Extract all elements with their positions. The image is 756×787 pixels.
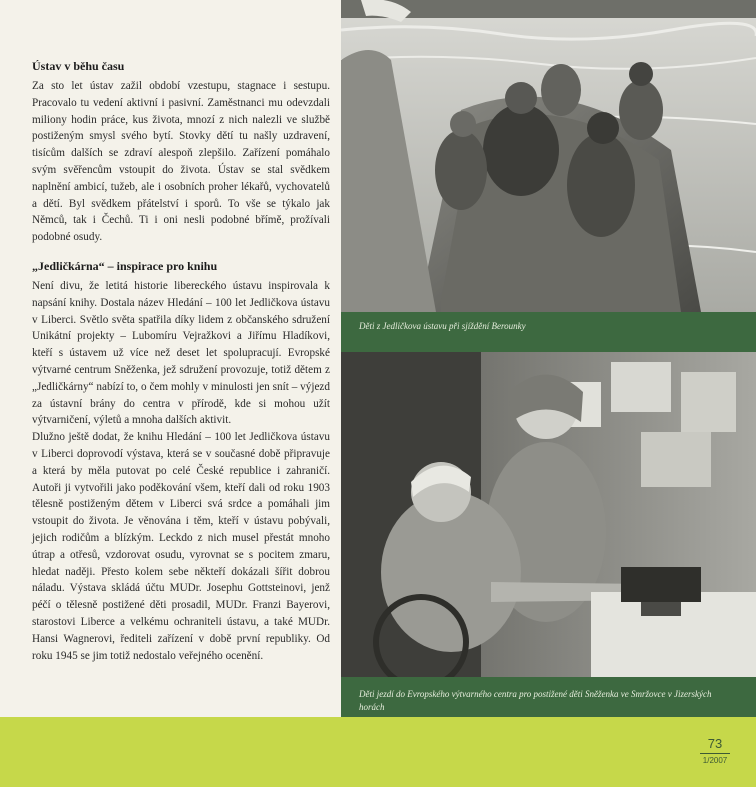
page-number-block <box>700 737 730 766</box>
page-number: 73 <box>707 736 723 751</box>
issue-label: 1/2007 <box>702 756 728 765</box>
photo-panel <box>341 0 756 717</box>
section-text-history: Za sto let ústav zažil období vzestupu, stagnace i sestupu. Pracovalo tu vedení aktivní i pasivní. Zaměstnanci mu odevzdali miliony hodin práce, kus života, mnozí z nich nalezli ve službě postiženým smysl svého bytí. Stovky dětí tu našly uzdravení, tisícům dalších se zdraví alespoň zlepšilo. Zařízení pomáhalo svým svěřencům vstoupit do života. Ústav se stal svědkem naplnění ambicí, tužeb, ale i osobních proher lékařů, vychovatelů a dětí. Byl svědkem přátelství i sporů. To vše se týkalo jak Němců, tak i Čechů. Ti i oni nesli podobné břímě, prožívali podobné osudy. <box>32 80 330 244</box>
section-text-book-para2: Dlužno ještě dodat, že knihu Hledání – 100 let Jedličkova ústavu v Liberci doprovodí výstava, která se v současné době připravuje a která by měla putovat po celé České republice i zahraničí. Autoři ji vytvořili jako poděkování všem, kteří dali od roku 1903 tělesně postiženým dětem v Liberci svá srdce a pomáhali jim vstoupit do života. Je věnována i těm, kteří v ústavu pobývali, jejich rodičům a blízkým. Leckdo z nich musel přestát mnoho útrap a otřesů, vzdorovat osudu, vyrovnat se s pocitem zmaru, hledat naději. Přesto kolem sebe někteří dokázali šířit dobrou náladu. Výstava skládá účtu MUDr. Josephu Gottsteinovi, jenž péčí o tělesně postižené děti prosadil, MUDr. Franzi Bayerovi, starostovi Liberce a velkému ochraniteli ústavu, a také MUDr. Hansi Wagnerovi, řediteli zařízení v době první republiky. Od roku 1945 se jim totiž nedostalo veřejného ocenění. <box>32 431 330 662</box>
photo-rafting <box>341 0 756 312</box>
section-text-book-para1: Není divu, že letitá historie libereckého ústavu inspirovala k napsání knihy. Dostala název Hledání – 100 let Jedličkova ústavu v Liberci. Světlo světa spatřila díky lidem z občanského sdružení Unikátní projekty – Lubomíru Vejražkovi a Jiřímu Hladíkovi, kteří s ústavem už více než deset let spolupracují. Evropské výtvarné centrum Sněženka, jež sdružení provozuje, totiž dětem z „Jedličkárny“ nabízí to, o čem mohly v minulosti jen snít – výjezd za ústavní brány do centra v přírodě, kde si mohou užít výtvarničení, výletů a mnoha dalších aktivit. <box>32 279 330 427</box>
section-heading-history: Ústav v běhu času <box>32 59 125 73</box>
page-number-rule <box>700 753 730 754</box>
footer-band <box>0 717 756 787</box>
text-column <box>32 58 330 664</box>
caption-photo-art-centre: Děti jezdí do Evropského výtvarného centra pro postižené děti Sněženka ve Smržovce v Jizerských horách <box>359 689 712 712</box>
caption-photo-rafting: Děti z Jedličkova ústavu při sjíždění Berounky <box>359 321 526 331</box>
photo-art-centre <box>341 352 756 677</box>
section-heading-book: „Jedličkárna“ – inspirace pro knihu <box>32 258 218 273</box>
